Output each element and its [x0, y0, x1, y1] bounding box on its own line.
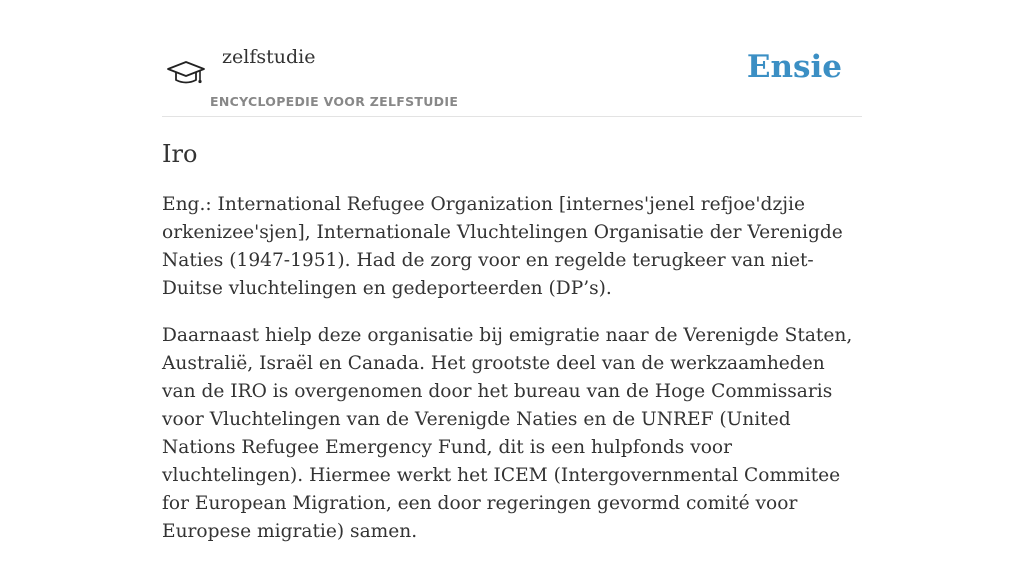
entry-title: Iro	[162, 140, 198, 168]
site-name: zelfstudie	[222, 46, 316, 68]
site-header	[162, 0, 862, 117]
graduation-cap-icon	[166, 58, 206, 90]
site-tagline: ENCYCLOPEDIE VOOR ZELFSTUDIE	[210, 94, 459, 109]
entry-paragraph: Daarnaast hielp deze organisatie bij emigratie naar de Verenigde Staten, Australië, Israël en Canada. Het grootste deel van de werkzaamheden van de IRO is overgenomen door het bureau van de Hoge Commissaris voor Vluchtelingen van de Verenigde Naties en de UNREF (United Nations Refugee Emergency Fund, dit is een hulpfonds voor vluchtelingen). Hiermee werkt het ICEM (Intergovernmental Commitee for European Migration, een door regeringen gevormd comité voor Europese migratie) samen.	[162, 325, 853, 542]
entry-text	[162, 191, 862, 546]
ensie-brand-link[interactable]: Ensie	[746, 49, 842, 85]
entry-content	[162, 137, 862, 565]
entry-paragraph: Eng.: International Refugee Organization [internes'jenel refjoe'dzjie orkenizee'sjen], Internationale Vluchtelingen Organisatie der Verenigde Naties (1947-1951). Had de zorg voor en regelde terugkeer van niet-Duitse vluchtelingen en gedeporteerden (DP’s).	[162, 194, 843, 299]
